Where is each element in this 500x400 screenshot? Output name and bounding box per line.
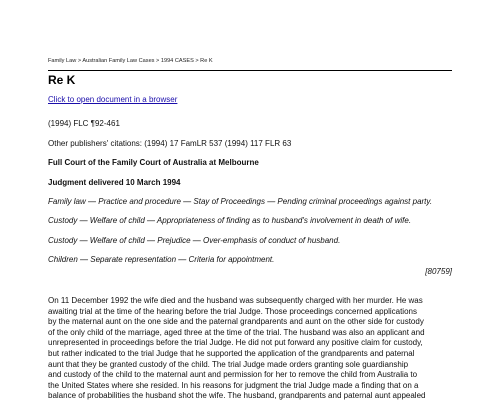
document-title: Re K [48,73,76,87]
header-divider [48,70,452,71]
breadcrumb: Family Law > Australian Family Law Cases > 1994 CASES > Re K [48,58,213,64]
body-line: aunt that they be granted custody of the child. The trial Judge made orders granting sole guardianship [48,359,409,369]
court-name: Full Court of the Family Court of Australia at Melbourne [48,158,259,167]
body-line: by the maternal aunt on the one side and the paternal grandparents and aunt on the other side for custody [48,317,424,327]
catchword-4: Children — Separate representation — Criteria for appointment. [48,255,275,264]
judgment-date: Judgment delivered 10 March 1994 [48,178,181,187]
body-line: On 11 December 1992 the wife died and the husband was subsequently charged with her murder. He was [48,296,423,305]
catchword-2: Custody — Welfare of child — Appropriateness of finding as to husband's involvement in death of wife. [48,216,412,225]
other-citations: Other publishers' citations: (1994) 17 FamLR 537 (1994) 117 FLR 63 [48,139,292,148]
catchword-1: Family law — Practice and procedure — Stay of Proceedings — Pending criminal proceedings against party. [48,197,433,206]
body-line: and custody of the child to the maternal aunt and permission for her to remove the child from Australia to [48,370,418,380]
citation: (1994) FLC ¶92-461 [48,119,120,128]
body-line: the United States where she resided. In his reasons for judgment the trial Judge made a finding that on a [48,380,419,390]
body-line: balance of probabilities the husband shot the wife. The husband, grandparents and paternal aunt appealed [48,391,426,400]
body-line: of the only child of the marriage, aged three at the time of the trial. The husband was also an applicant and [48,327,425,337]
paragraph-reference: [80759] [425,267,452,276]
body-line: but rather indicated to the trial Judge that he supported the application of the grandparents and paternal [48,348,415,358]
body-line: awaiting trial at the time of the hearing before the trial Judge. Those proceedings concerned applications [48,306,417,316]
body-line: unrepresented in proceedings before the trial Judge. He did not put forward any positive claim for custody, [48,338,423,348]
catchword-3: Custody — Welfare of child — Prejudice — Over-emphasis of conduct of husband. [48,236,341,245]
open-in-browser-link[interactable]: Click to open document in a browser [48,95,178,104]
judgment-body [48,296,456,400]
